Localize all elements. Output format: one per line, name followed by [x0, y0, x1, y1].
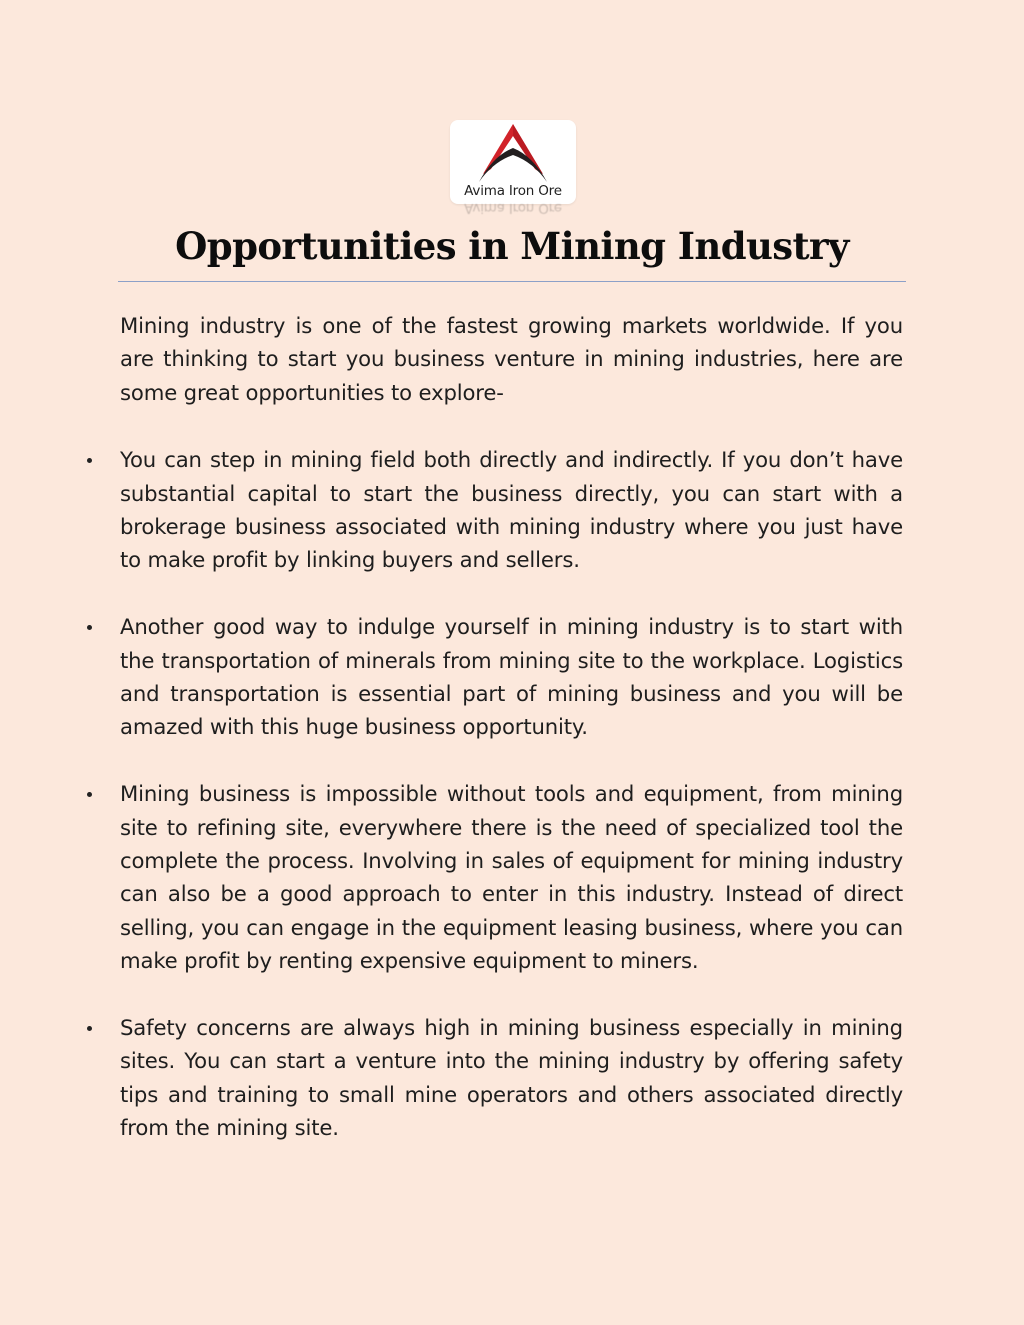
list-item	[120, 1011, 903, 1145]
intro-paragraph: Mining industry is one of the fastest growing markets worldwide. If you are thinking to start you business venture in mining industries, here are some great opportunities to explore-	[120, 313, 903, 405]
company-logo	[450, 120, 576, 220]
logo-reflection	[450, 200, 576, 218]
list-item-text: Mining business is impossible without tools and equipment, from mining site to refining site, everywhere there is the need of specialized tool the complete the process. Involving in sales of equipment for mining industry can also be a good approach to enter in this industry. Instead of direct selling, you can engage in the equipment leasing business, where you can make profit by renting expensive equipment to miners.	[120, 781, 903, 974]
logo-text: Avima Iron Ore	[464, 183, 562, 199]
bullet-icon	[87, 458, 92, 463]
list-item-text: You can step in mining field both directly and indirectly. If you don’t have substantial capital to start the business directly, you can start with a brokerage business associated with mining industry where you just have to make profit by linking buyers and sellers.	[120, 447, 903, 573]
logo-reflection-text: Avima Iron Ore	[464, 200, 562, 216]
logo-card	[450, 120, 576, 204]
list-item	[120, 610, 903, 744]
list-item-text: Safety concerns are always high in mining business especially in mining sites. You can start a venture into the mining industry by offering safety tips and training to small mine operators and others associated directly from the mining site.	[120, 1015, 903, 1141]
bullet-icon	[87, 1026, 92, 1031]
article-body	[120, 309, 903, 1178]
list-item-text: Another good way to indulge yourself in mining industry is to start with the transportation of minerals from mining site to the workplace. Logistics and transportation is essential part of mining business and you will be amazed with this huge business opportunity.	[120, 614, 903, 740]
opportunity-list	[120, 443, 903, 1144]
bullet-icon	[87, 792, 92, 797]
list-item	[120, 443, 903, 577]
page-title: Opportunities in Mining Industry	[175, 224, 849, 268]
mountain-logo-icon	[473, 122, 553, 184]
bullet-icon	[87, 625, 92, 630]
title-underline	[118, 281, 906, 282]
list-item	[120, 777, 903, 977]
